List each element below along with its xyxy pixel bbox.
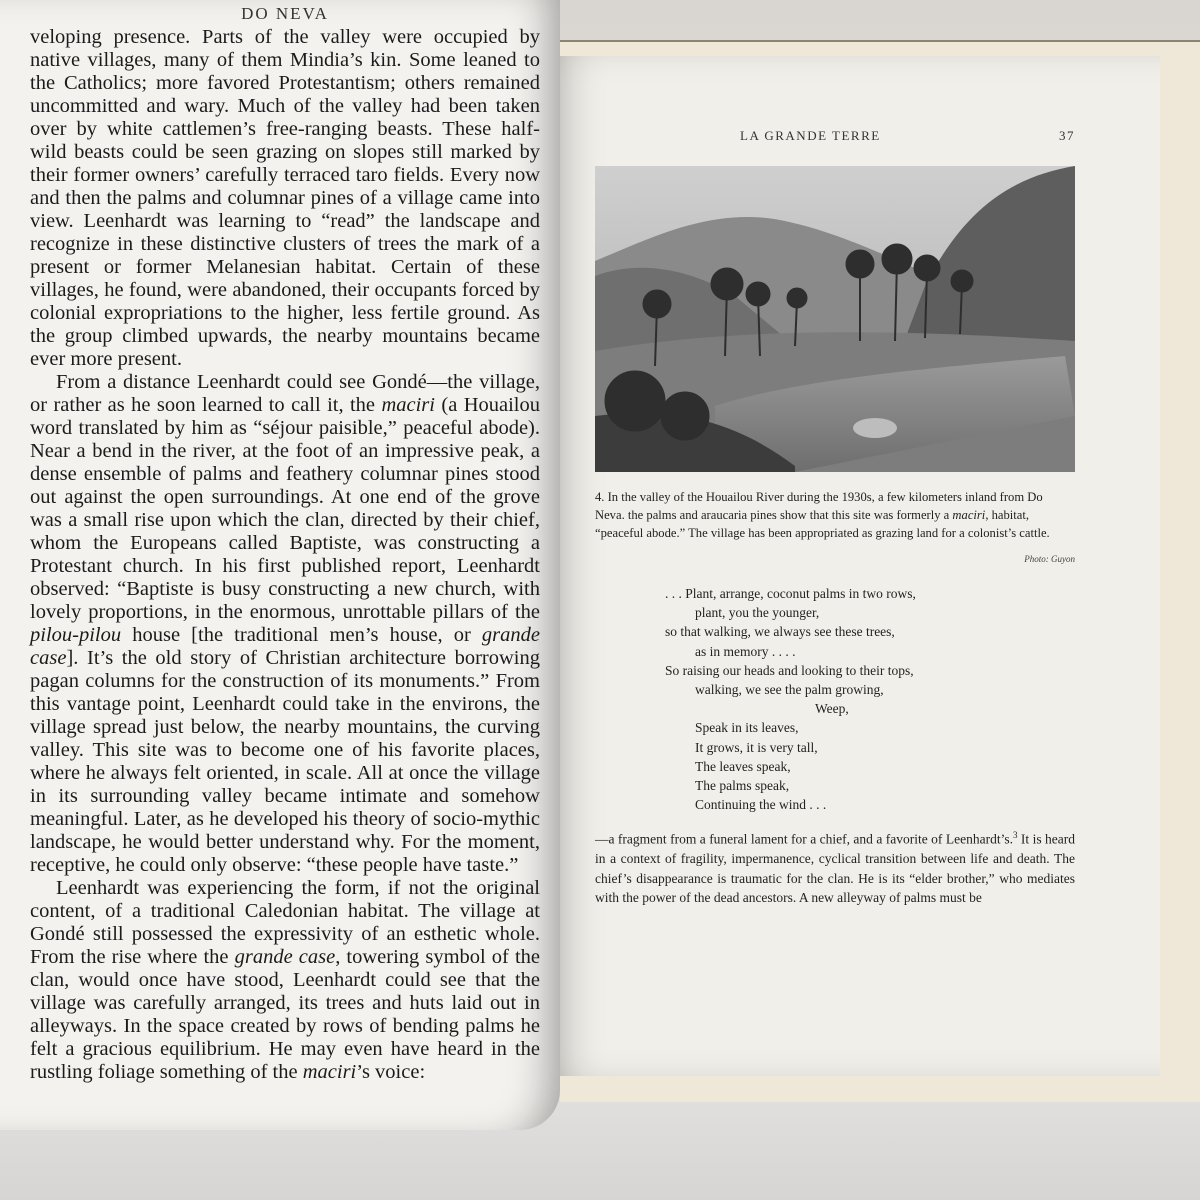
left-paragraph-1: veloping presence. Parts of the valley were occupied by native villages, many of them Mindia’s kin. Some leaned to the Catholics; more favored Protestantism; others remained uncommitted and wary. Much of the valley had been taken over by white cattlemen’s free-ranging beasts. These half-wild beasts could be seen grazing on slopes still marked by their former owners’ carefully terraced taro fields. Every now and then the palms and columnar pines of a village came into view. Leenhardt was learning to “read” the landscape and recognize in these distinctive clusters of trees the mark of a present or former Melanesian habitat. Certain of these villages, he found, were abandoned, their occupants forced by colonial expropriations to the higher, less fertile ground. As the group climbed upwards, the nearby mountains became ever more present. bbox=[30, 26, 540, 370]
poem-line: plant, you the younger, bbox=[695, 605, 820, 621]
running-head-title: LA GRANDE TERRE bbox=[740, 128, 881, 143]
figure-caption: 4. In the valley of the Houailou River during the 1930s, a few kilometers inland from Do Neva. the palms and araucaria pines show that this site was formerly a maciri, habitat, “peaceful abode.” The village has been appropriated as grazing land for a colonist’s cattle. bbox=[595, 490, 1050, 540]
poem-excerpt bbox=[665, 584, 1075, 814]
poem-line: Weep, bbox=[815, 701, 849, 717]
page-number: 37 bbox=[1059, 128, 1075, 143]
poem-line: so that walking, we always see these trees, bbox=[665, 624, 895, 640]
left-paragraph-3: Leenhardt was experiencing the form, if not the original content, of a traditional Caledonian habitat. The village at Gondé still possessed the expressivity of an esthetic whole. From the rise where the grande case, towering symbol of the clan, would once have stood, Leenhardt could see that the village was carefully arranged, its trees and huts laid out in alleyways. In the space created by rows of bending palms he felt a gracious equilibrium. He may even have heard in the rustling foliage something of the maciri’s voice: bbox=[30, 877, 540, 1083]
right-page bbox=[540, 56, 1160, 1076]
valley-photo-illustration bbox=[595, 166, 1075, 472]
footnote-marker: 3 bbox=[1012, 830, 1018, 841]
poem-line: The leaves speak, bbox=[695, 758, 791, 774]
poem-line: as in memory . . . . bbox=[695, 643, 796, 659]
photo-credit: Photo: Guyon bbox=[1024, 554, 1075, 564]
left-paragraph-2: From a distance Leenhardt could see Gondé—the village, or rather as he soon learned to call it, the maciri (a Houailou word translated by him as “séjour paisible,” peaceful abode). Near a bend in the river, at the foot of an impressive peak, a dense ensemble of palms and feathery columnar pines stood out against the open surroundings. At one end of the grove was a small rise upon which the clan, directed by their chief, whom the Europeans called Baptiste, was constructing a Protestant church. In his first published report, Leenhardt observed: “Baptiste is busy constructing a new church, with lovely proportions, in the enormous, unrottable pillars of the pilou-pilou house [the traditional men’s house, or grande case]. It’s the old story of Christian architecture borrowing pagan columns for the construction of its monuments.” From this vantage point, Leenhardt could take in the environs, the village spread just below, the nearby mountains, the curving valley. This site was to become one of his favorite places, where he always felt oriented, in scale. All at once the village in its surrounding valley became intimate and somehow meaningful. Later, as he developed his theory of socio-mythic landscape, he would better understand why. For the moment, receptive, he could only observe: “these people have taste.” bbox=[30, 371, 540, 876]
left-running-head: DO NEVA bbox=[241, 4, 329, 23]
poem-line: walking, we see the palm growing, bbox=[695, 682, 884, 698]
left-page-content bbox=[30, 4, 540, 1084]
poem-line: . . . Plant, arrange, coconut palms in two rows, bbox=[665, 586, 916, 601]
poem-line: Continuing the wind . . . bbox=[695, 797, 827, 813]
left-page bbox=[0, 0, 560, 1130]
poem-line: So raising our heads and looking to their tops, bbox=[665, 662, 914, 678]
left-page-text bbox=[30, 26, 540, 1084]
poem-line: It grows, it is very tall, bbox=[695, 739, 818, 755]
valley-photograph bbox=[595, 166, 1075, 472]
poem-line: The palms speak, bbox=[695, 778, 790, 794]
right-body-paragraph: —a fragment from a funeral lament for a chief, and a favorite of Leenhardt’s.$^3$ It is heard in a context of fragility, impermanence, cyclical transition between life and death. The chief’s disappearance is traumatic for the clan. He is its “elder brother,” who mediates with the power of the dead ancestors. A new alleyway of palms must be bbox=[595, 830, 1076, 906]
poem-line: Speak in its leaves, bbox=[695, 720, 799, 736]
right-running-head bbox=[595, 128, 1075, 144]
right-page-content bbox=[595, 128, 1075, 908]
